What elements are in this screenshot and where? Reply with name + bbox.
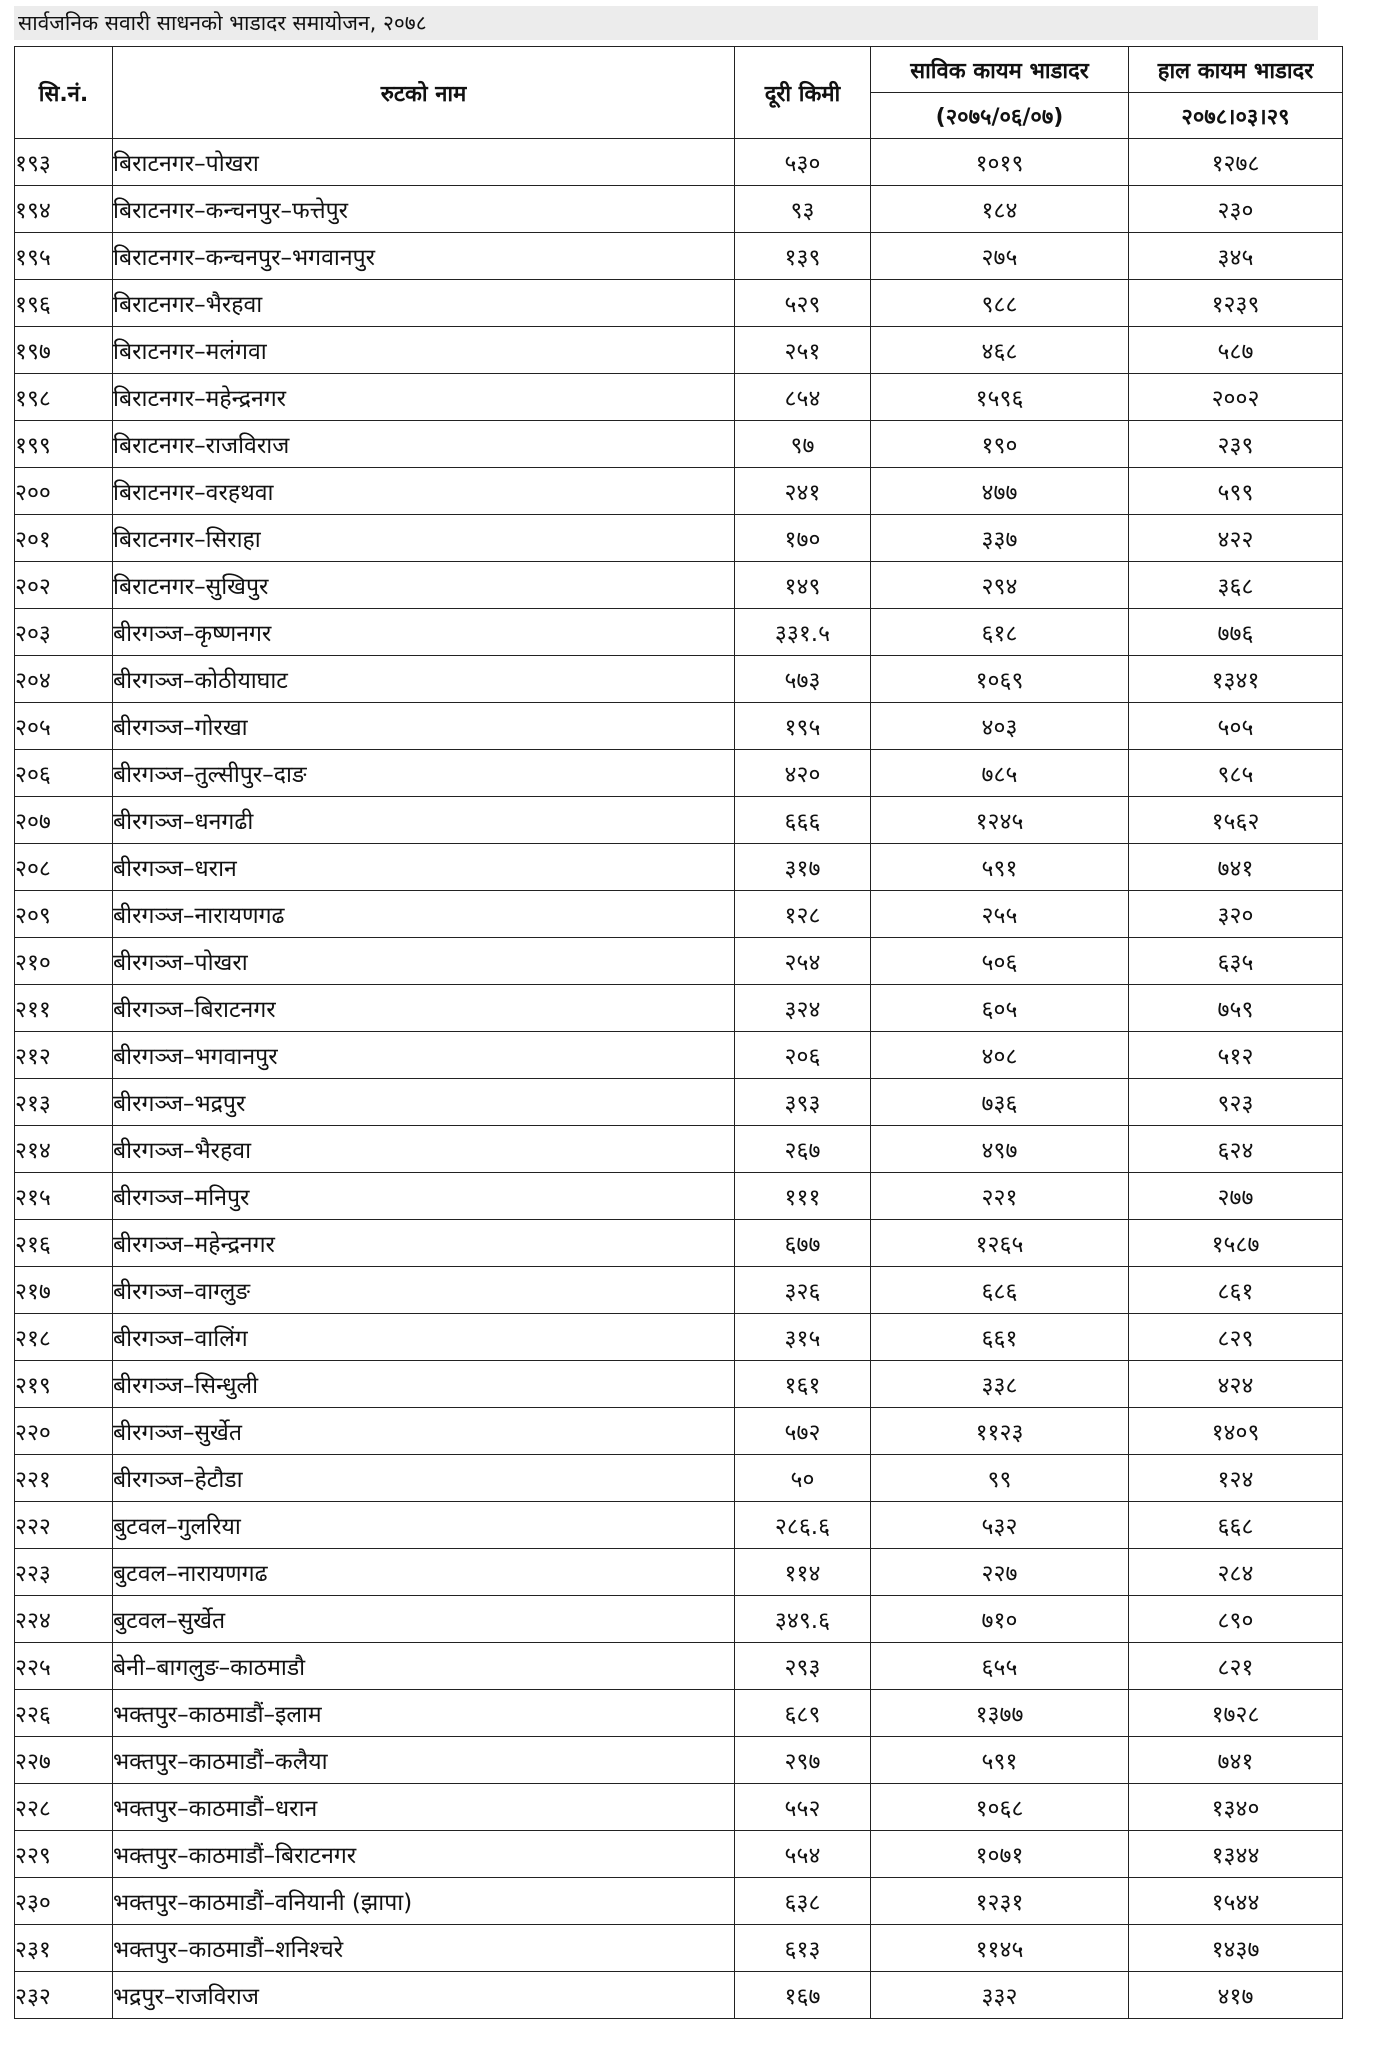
route-name-cell: बीरगञ्ज–भैरहवा bbox=[113, 1126, 735, 1173]
old-fare-cell: ६०५ bbox=[871, 985, 1129, 1032]
new-fare-cell: २३९ bbox=[1129, 421, 1343, 468]
new-fare-cell: ८९० bbox=[1129, 1596, 1343, 1643]
new-fare-cell: २३० bbox=[1129, 186, 1343, 233]
old-fare-cell: ३३८ bbox=[871, 1361, 1129, 1408]
old-fare-cell: १०७१ bbox=[871, 1831, 1129, 1878]
old-fare-cell: १८४ bbox=[871, 186, 1129, 233]
old-fare-cell: ९८८ bbox=[871, 280, 1129, 327]
old-fare-cell: २९४ bbox=[871, 562, 1129, 609]
new-fare-cell: २७७ bbox=[1129, 1173, 1343, 1220]
route-name-cell: भद्रपुर–राजविराज bbox=[113, 1972, 735, 2019]
route-name-cell: बीरगञ्ज–सुर्खेत bbox=[113, 1408, 735, 1455]
table-row bbox=[15, 750, 1343, 797]
distance-cell: ४२० bbox=[735, 750, 871, 797]
new-fare-cell: ५०५ bbox=[1129, 703, 1343, 750]
new-fare-cell: ३४५ bbox=[1129, 233, 1343, 280]
distance-cell: ६७७ bbox=[735, 1220, 871, 1267]
distance-cell: २५१ bbox=[735, 327, 871, 374]
route-name-cell: बुटवल–गुलरिया bbox=[113, 1502, 735, 1549]
old-fare-cell: ४६८ bbox=[871, 327, 1129, 374]
new-fare-cell: ५१२ bbox=[1129, 1032, 1343, 1079]
header-old-fare-date: (२०७५/०६/०७) bbox=[871, 93, 1129, 139]
route-name-cell: भक्तपुर–काठमाडौं–वनियानी (झापा) bbox=[113, 1878, 735, 1925]
distance-cell: ५७३ bbox=[735, 656, 871, 703]
old-fare-cell: ११२३ bbox=[871, 1408, 1129, 1455]
old-fare-cell: १०६८ bbox=[871, 1784, 1129, 1831]
distance-cell: १४९ bbox=[735, 562, 871, 609]
table-row bbox=[15, 1690, 1343, 1737]
new-fare-cell: ८२९ bbox=[1129, 1314, 1343, 1361]
table-row bbox=[15, 327, 1343, 374]
distance-cell: ५५४ bbox=[735, 1831, 871, 1878]
header-new-fare: हाल कायम भाडादर bbox=[1129, 47, 1343, 93]
serial-number-cell: २१५ bbox=[15, 1173, 113, 1220]
old-fare-cell: ४७७ bbox=[871, 468, 1129, 515]
old-fare-cell: ३३२ bbox=[871, 1972, 1129, 2019]
route-name-cell: बीरगञ्ज–वाग्लुङ bbox=[113, 1267, 735, 1314]
serial-number-cell: २१२ bbox=[15, 1032, 113, 1079]
distance-cell: ८५४ bbox=[735, 374, 871, 421]
table-row bbox=[15, 1079, 1343, 1126]
table-row bbox=[15, 1220, 1343, 1267]
serial-number-cell: १९९ bbox=[15, 421, 113, 468]
serial-number-cell: २१४ bbox=[15, 1126, 113, 1173]
distance-cell: ९७ bbox=[735, 421, 871, 468]
distance-cell: १६७ bbox=[735, 1972, 871, 2019]
route-name-cell: बिराटनगर–कन्चनपुर–फत्तेपुर bbox=[113, 186, 735, 233]
table-row bbox=[15, 656, 1343, 703]
serial-number-cell: १९४ bbox=[15, 186, 113, 233]
distance-cell: ५५२ bbox=[735, 1784, 871, 1831]
serial-number-cell: २२३ bbox=[15, 1549, 113, 1596]
old-fare-cell: २२७ bbox=[871, 1549, 1129, 1596]
serial-number-cell: २०३ bbox=[15, 609, 113, 656]
distance-cell: १९५ bbox=[735, 703, 871, 750]
serial-number-cell: २२० bbox=[15, 1408, 113, 1455]
old-fare-cell: ५०६ bbox=[871, 938, 1129, 985]
new-fare-cell: १३४१ bbox=[1129, 656, 1343, 703]
distance-cell: ३९३ bbox=[735, 1079, 871, 1126]
route-name-cell: बिराटनगर–सुखिपुर bbox=[113, 562, 735, 609]
header-distance: दूरी किमी bbox=[735, 47, 871, 139]
table-row bbox=[15, 1878, 1343, 1925]
old-fare-cell: ४९७ bbox=[871, 1126, 1129, 1173]
serial-number-cell: २१६ bbox=[15, 1220, 113, 1267]
distance-cell: ३१५ bbox=[735, 1314, 871, 1361]
new-fare-cell: ७४१ bbox=[1129, 1737, 1343, 1784]
serial-number-cell: २०६ bbox=[15, 750, 113, 797]
serial-number-cell: १९७ bbox=[15, 327, 113, 374]
new-fare-cell: ६६८ bbox=[1129, 1502, 1343, 1549]
new-fare-cell: १२७८ bbox=[1129, 139, 1343, 186]
distance-cell: ६६६ bbox=[735, 797, 871, 844]
serial-number-cell: २२२ bbox=[15, 1502, 113, 1549]
serial-number-cell: २३१ bbox=[15, 1925, 113, 1972]
route-name-cell: बीरगञ्ज–गोरखा bbox=[113, 703, 735, 750]
route-name-cell: बीरगञ्ज–धरान bbox=[113, 844, 735, 891]
serial-number-cell: २१९ bbox=[15, 1361, 113, 1408]
serial-number-cell: २२८ bbox=[15, 1784, 113, 1831]
table-row bbox=[15, 938, 1343, 985]
document-title: सार्वजनिक सवारी साधनको भाडादर समायोजन, २०७८ bbox=[14, 6, 1318, 40]
old-fare-cell: ३३७ bbox=[871, 515, 1129, 562]
new-fare-cell: १३४४ bbox=[1129, 1831, 1343, 1878]
old-fare-cell: २७५ bbox=[871, 233, 1129, 280]
serial-number-cell: २२७ bbox=[15, 1737, 113, 1784]
route-name-cell: बिराटनगर–सिराहा bbox=[113, 515, 735, 562]
new-fare-cell: ६३५ bbox=[1129, 938, 1343, 985]
old-fare-cell: ६१८ bbox=[871, 609, 1129, 656]
distance-cell: २०६ bbox=[735, 1032, 871, 1079]
table-row bbox=[15, 1032, 1343, 1079]
new-fare-cell: ४२२ bbox=[1129, 515, 1343, 562]
old-fare-cell: १९० bbox=[871, 421, 1129, 468]
old-fare-cell: ४०३ bbox=[871, 703, 1129, 750]
route-name-cell: बुटवल–नारायणगढ bbox=[113, 1549, 735, 1596]
new-fare-cell: ६२४ bbox=[1129, 1126, 1343, 1173]
route-name-cell: बीरगञ्ज–हेटौडा bbox=[113, 1455, 735, 1502]
new-fare-cell: ७७६ bbox=[1129, 609, 1343, 656]
route-name-cell: बिराटनगर–कन्चनपुर–भगवानपुर bbox=[113, 233, 735, 280]
new-fare-cell: ३६८ bbox=[1129, 562, 1343, 609]
route-name-cell: बीरगञ्ज–बिराटनगर bbox=[113, 985, 735, 1032]
route-name-cell: बीरगञ्ज–कृष्णनगर bbox=[113, 609, 735, 656]
distance-cell: १११ bbox=[735, 1173, 871, 1220]
serial-number-cell: १९८ bbox=[15, 374, 113, 421]
serial-number-cell: २०४ bbox=[15, 656, 113, 703]
table-row bbox=[15, 186, 1343, 233]
distance-cell: ३२६ bbox=[735, 1267, 871, 1314]
table-row bbox=[15, 421, 1343, 468]
table-row bbox=[15, 280, 1343, 327]
route-name-cell: बिराटनगर–महेन्द्रनगर bbox=[113, 374, 735, 421]
table-row bbox=[15, 1784, 1343, 1831]
serial-number-cell: २२१ bbox=[15, 1455, 113, 1502]
serial-number-cell: २२६ bbox=[15, 1690, 113, 1737]
new-fare-cell: ५८७ bbox=[1129, 327, 1343, 374]
route-name-cell: बीरगञ्ज–मनिपुर bbox=[113, 1173, 735, 1220]
old-fare-cell: ४०८ bbox=[871, 1032, 1129, 1079]
table-row bbox=[15, 562, 1343, 609]
route-name-cell: बिराटनगर–राजविराज bbox=[113, 421, 735, 468]
table-row bbox=[15, 1596, 1343, 1643]
distance-cell: २५४ bbox=[735, 938, 871, 985]
serial-number-cell: १९६ bbox=[15, 280, 113, 327]
distance-cell: १७० bbox=[735, 515, 871, 562]
header-old-fare: साविक कायम भाडादर bbox=[871, 47, 1129, 93]
fare-table bbox=[14, 46, 1343, 2019]
header-route-name: रुटको नाम bbox=[113, 47, 735, 139]
route-name-cell: भक्तपुर–काठमाडौं–इलाम bbox=[113, 1690, 735, 1737]
new-fare-cell: १४३७ bbox=[1129, 1925, 1343, 1972]
table-row bbox=[15, 233, 1343, 280]
distance-cell: ५३० bbox=[735, 139, 871, 186]
old-fare-cell: १३७७ bbox=[871, 1690, 1129, 1737]
new-fare-cell: १५८७ bbox=[1129, 1220, 1343, 1267]
table-row bbox=[15, 844, 1343, 891]
new-fare-cell: ४२४ bbox=[1129, 1361, 1343, 1408]
old-fare-cell: ६६१ bbox=[871, 1314, 1129, 1361]
old-fare-cell: ६८६ bbox=[871, 1267, 1129, 1314]
new-fare-cell: ७४१ bbox=[1129, 844, 1343, 891]
distance-cell: ३१७ bbox=[735, 844, 871, 891]
distance-cell: ६८९ bbox=[735, 1690, 871, 1737]
serial-number-cell: १९५ bbox=[15, 233, 113, 280]
distance-cell: ३४९.६ bbox=[735, 1596, 871, 1643]
old-fare-cell: ७८५ bbox=[871, 750, 1129, 797]
table-row bbox=[15, 609, 1343, 656]
new-fare-cell: ३२० bbox=[1129, 891, 1343, 938]
new-fare-cell: ७५९ bbox=[1129, 985, 1343, 1032]
serial-number-cell: २२४ bbox=[15, 1596, 113, 1643]
distance-cell: ६१३ bbox=[735, 1925, 871, 1972]
table-row bbox=[15, 703, 1343, 750]
distance-cell: २४१ bbox=[735, 468, 871, 515]
new-fare-cell: २८४ bbox=[1129, 1549, 1343, 1596]
serial-number-cell: २०९ bbox=[15, 891, 113, 938]
distance-cell: ३३१.५ bbox=[735, 609, 871, 656]
header-new-fare-date: २०७८।०३।२९ bbox=[1129, 93, 1343, 139]
route-name-cell: बीरगञ्ज–नारायणगढ bbox=[113, 891, 735, 938]
serial-number-cell: १९३ bbox=[15, 139, 113, 186]
old-fare-cell: ५९१ bbox=[871, 1737, 1129, 1784]
table-row bbox=[15, 1502, 1343, 1549]
table-row bbox=[15, 468, 1343, 515]
route-name-cell: बीरगञ्ज–धनगढी bbox=[113, 797, 735, 844]
table-row bbox=[15, 1972, 1343, 2019]
table-row bbox=[15, 1408, 1343, 1455]
distance-cell: २९७ bbox=[735, 1737, 871, 1784]
serial-number-cell: २०७ bbox=[15, 797, 113, 844]
old-fare-cell: ११४५ bbox=[871, 1925, 1129, 1972]
new-fare-cell: ९८५ bbox=[1129, 750, 1343, 797]
table-row bbox=[15, 1455, 1343, 1502]
table-row bbox=[15, 139, 1343, 186]
table-row bbox=[15, 1549, 1343, 1596]
old-fare-cell: १५९६ bbox=[871, 374, 1129, 421]
distance-cell: १३९ bbox=[735, 233, 871, 280]
serial-number-cell: २१० bbox=[15, 938, 113, 985]
old-fare-cell: १२३१ bbox=[871, 1878, 1129, 1925]
serial-number-cell: २३२ bbox=[15, 1972, 113, 2019]
route-name-cell: बीरगञ्ज–तुल्सीपुर–दाङ bbox=[113, 750, 735, 797]
distance-cell: १२८ bbox=[735, 891, 871, 938]
route-name-cell: बीरगञ्ज–वालिंग bbox=[113, 1314, 735, 1361]
serial-number-cell: २०८ bbox=[15, 844, 113, 891]
distance-cell: ३२४ bbox=[735, 985, 871, 1032]
old-fare-cell: १२६५ bbox=[871, 1220, 1129, 1267]
new-fare-cell: ८६१ bbox=[1129, 1267, 1343, 1314]
table-row bbox=[15, 891, 1343, 938]
route-name-cell: बीरगञ्ज–महेन्द्रनगर bbox=[113, 1220, 735, 1267]
new-fare-cell: ५९९ bbox=[1129, 468, 1343, 515]
serial-number-cell: २१७ bbox=[15, 1267, 113, 1314]
distance-cell: ५७२ bbox=[735, 1408, 871, 1455]
table-row bbox=[15, 985, 1343, 1032]
old-fare-cell: ५९१ bbox=[871, 844, 1129, 891]
serial-number-cell: २१३ bbox=[15, 1079, 113, 1126]
distance-cell: ५० bbox=[735, 1455, 871, 1502]
route-name-cell: बिराटनगर–मलंगवा bbox=[113, 327, 735, 374]
distance-cell: ५२९ bbox=[735, 280, 871, 327]
serial-number-cell: २०५ bbox=[15, 703, 113, 750]
route-name-cell: भक्तपुर–काठमाडौं–धरान bbox=[113, 1784, 735, 1831]
route-name-cell: बिराटनगर–पोखरा bbox=[113, 139, 735, 186]
new-fare-cell: २००२ bbox=[1129, 374, 1343, 421]
old-fare-cell: १०१९ bbox=[871, 139, 1129, 186]
serial-number-cell: २१८ bbox=[15, 1314, 113, 1361]
route-name-cell: बीरगञ्ज–सिन्धुली bbox=[113, 1361, 735, 1408]
new-fare-cell: १५४४ bbox=[1129, 1878, 1343, 1925]
new-fare-cell: ८२१ bbox=[1129, 1643, 1343, 1690]
route-name-cell: बिराटनगर–वरहथवा bbox=[113, 468, 735, 515]
old-fare-cell: २५५ bbox=[871, 891, 1129, 938]
old-fare-cell: २२१ bbox=[871, 1173, 1129, 1220]
old-fare-cell: ७१० bbox=[871, 1596, 1129, 1643]
new-fare-cell: ९२३ bbox=[1129, 1079, 1343, 1126]
old-fare-cell: १०६९ bbox=[871, 656, 1129, 703]
distance-cell: १६१ bbox=[735, 1361, 871, 1408]
route-name-cell: बिराटनगर–भैरहवा bbox=[113, 280, 735, 327]
old-fare-cell: ९९ bbox=[871, 1455, 1129, 1502]
table-row bbox=[15, 515, 1343, 562]
serial-number-cell: २११ bbox=[15, 985, 113, 1032]
table-row bbox=[15, 797, 1343, 844]
route-name-cell: बीरगञ्ज–भगवानपुर bbox=[113, 1032, 735, 1079]
serial-number-cell: २३० bbox=[15, 1878, 113, 1925]
new-fare-cell: ४१७ bbox=[1129, 1972, 1343, 2019]
old-fare-cell: १२४५ bbox=[871, 797, 1129, 844]
serial-number-cell: २०१ bbox=[15, 515, 113, 562]
distance-cell: ९३ bbox=[735, 186, 871, 233]
route-name-cell: भक्तपुर–काठमाडौं–शनिश्चरे bbox=[113, 1925, 735, 1972]
table-row bbox=[15, 1737, 1343, 1784]
table-body bbox=[15, 139, 1343, 2019]
table-row bbox=[15, 374, 1343, 421]
distance-cell: २८६.६ bbox=[735, 1502, 871, 1549]
old-fare-cell: ७३६ bbox=[871, 1079, 1129, 1126]
table-row bbox=[15, 1126, 1343, 1173]
new-fare-cell: १३४० bbox=[1129, 1784, 1343, 1831]
new-fare-cell: १२३९ bbox=[1129, 280, 1343, 327]
new-fare-cell: १५६२ bbox=[1129, 797, 1343, 844]
route-name-cell: बेनी–बागलुङ–काठमाडौ bbox=[113, 1643, 735, 1690]
serial-number-cell: २२९ bbox=[15, 1831, 113, 1878]
new-fare-cell: १७२८ bbox=[1129, 1690, 1343, 1737]
table-row bbox=[15, 1361, 1343, 1408]
route-name-cell: बीरगञ्ज–कोठीयाघाट bbox=[113, 656, 735, 703]
route-name-cell: भक्तपुर–काठमाडौं–कलैया bbox=[113, 1737, 735, 1784]
table-header bbox=[15, 47, 1343, 139]
distance-cell: ६३८ bbox=[735, 1878, 871, 1925]
old-fare-cell: ५३२ bbox=[871, 1502, 1129, 1549]
old-fare-cell: ६५५ bbox=[871, 1643, 1129, 1690]
new-fare-cell: १४०९ bbox=[1129, 1408, 1343, 1455]
serial-number-cell: २०० bbox=[15, 468, 113, 515]
table-row bbox=[15, 1925, 1343, 1972]
route-name-cell: बीरगञ्ज–पोखरा bbox=[113, 938, 735, 985]
distance-cell: २९३ bbox=[735, 1643, 871, 1690]
table-row bbox=[15, 1831, 1343, 1878]
table-row bbox=[15, 1643, 1343, 1690]
route-name-cell: बीरगञ्ज–भद्रपुर bbox=[113, 1079, 735, 1126]
route-name-cell: भक्तपुर–काठमाडौं–बिराटनगर bbox=[113, 1831, 735, 1878]
distance-cell: ११४ bbox=[735, 1549, 871, 1596]
serial-number-cell: २०२ bbox=[15, 562, 113, 609]
header-serial-number: सि.नं. bbox=[15, 47, 113, 139]
table-row bbox=[15, 1314, 1343, 1361]
route-name-cell: बुटवल–सुर्खेत bbox=[113, 1596, 735, 1643]
distance-cell: २६७ bbox=[735, 1126, 871, 1173]
table-row bbox=[15, 1173, 1343, 1220]
new-fare-cell: १२४ bbox=[1129, 1455, 1343, 1502]
table-row bbox=[15, 1267, 1343, 1314]
serial-number-cell: २२५ bbox=[15, 1643, 113, 1690]
